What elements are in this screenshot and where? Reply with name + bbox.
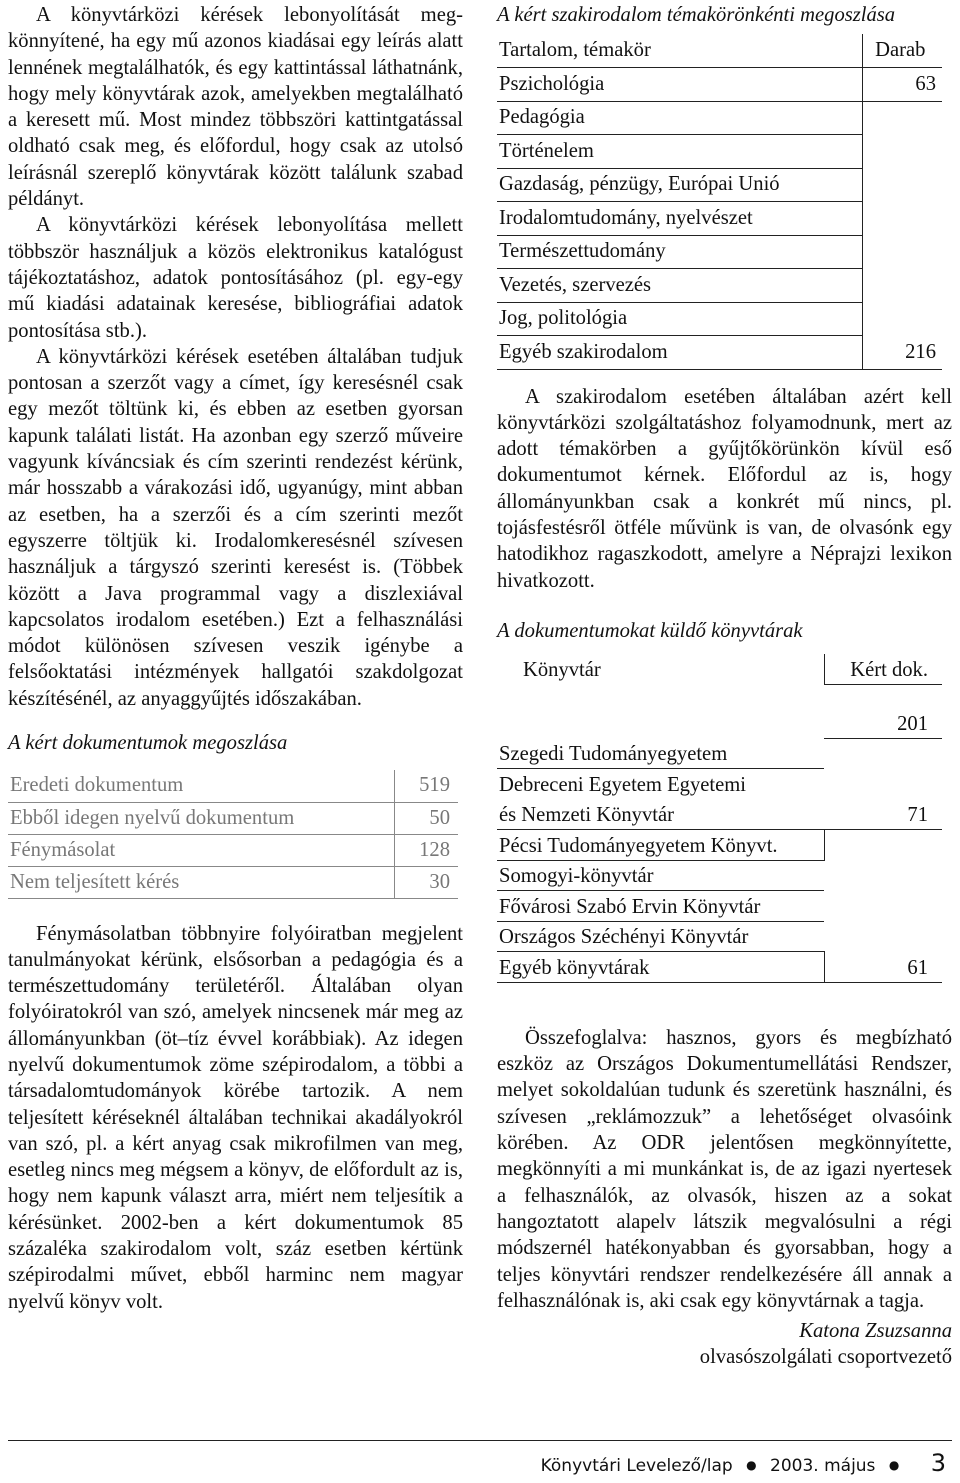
table-row [497, 799, 942, 830]
author-name: Katona Zsuzsanna [799, 1320, 952, 1343]
table-row [497, 269, 942, 303]
table-row [497, 684, 942, 738]
table-cell-label: Egyéb szakirodalom [497, 336, 862, 370]
table-header-row [497, 654, 942, 685]
table-cell-value [824, 769, 942, 800]
table-cell-label: Eredeti dokumentum [8, 770, 394, 802]
signature [497, 1318, 952, 1371]
table-cell-value: 50 [394, 802, 458, 834]
table-cell-value: 128 [394, 834, 458, 866]
table-cell-value [824, 921, 942, 952]
table-cell-label: Történelem [497, 135, 862, 169]
table-header-label: Könyvtár [523, 659, 601, 682]
body-paragraph: A könyvtárközi kérések esetében általában tudjuk pontosan a szerzőt vagy a címet, így keresésnél csak egy mezőt töltünk ki, és ebben az esetben gyorsan kapunk találati listát. Ha azonban egy szerző műveire vagyunk kíváncsiak és cím szerinti rendezést kérünk, már hosszabb a várakozási idő, ugyanúgy, mint abban az esetben, ha a szerzői és a cím szerinti mezőt egyszerre töltjük ki. Irodalomkeresésnél szívesen használjuk a tárgyszó szerinti keresést is. (Többek között a Java programmal vagy a diszlexiával kapcsolatos irodalom esetében.) Ezt a felhasználási módot különösen szívesen veszik igénybe a felsőoktatási intézmények hallgatói szakdolgozat készítésénél, az anyaggyűjtés időszakában. [8, 345, 463, 710]
table-cell-label: Szegedi Tudományegyetem [497, 738, 824, 769]
table-row [497, 952, 942, 983]
requested-documents-table [8, 770, 458, 899]
table-cell-label [497, 684, 824, 738]
table-cell-label: Gazdaság, pénzügy, Európai Unió [497, 168, 862, 202]
right-column [497, 2, 952, 1371]
table-cell-label: Természettudomány [497, 235, 862, 269]
topic-table [497, 34, 942, 370]
table-cell-value: 30 [394, 866, 458, 898]
table-cell-value [862, 202, 942, 236]
table-row [497, 135, 942, 169]
sending-libraries-table-title: A dokumentumokat küldő könyvtárak [497, 619, 803, 642]
table-cell-label: Debreceni Egyetem Egyetemi [499, 774, 747, 797]
sending-libraries-table [497, 654, 942, 983]
body-paragraph: A szakirodalom esetében általában azért kell könyvtárközi szolgáltatáshoz folyamodnunk, mert az adott témakörben a gyűjtőkörünkön kívül eső dokumentumot kérnek. Előfordul az is, hogy állományunkban csak a konkrét mű nincs, pl. tojásfestésről ötféle művünk is van, de olvasónk egy hatodikhoz ragaszkodott, amelyre a Néprajzi lexikon hivatkozott. [497, 385, 952, 592]
table-header-label: Tartalom, témakör [497, 34, 862, 68]
table-cell-label: Nem teljesített kérés [8, 866, 394, 898]
table-cell-label: Országos Széchényi Könyvtár [497, 921, 824, 952]
table-row [8, 866, 458, 898]
table-cell-value: 216 [862, 336, 942, 370]
table-row [497, 336, 942, 370]
issue-date: 2003. május [770, 1456, 876, 1476]
table-cell-value [862, 269, 942, 303]
table-cell-value: 71 [824, 799, 942, 830]
body-paragraph: A könyvtárközi kérések lebonyolítása mellett többször használjuk a közös elektronikus katalógust tájékoztatáshoz, adatok pontosításához (pl. egy-egy mű kiadási adatainak keresése, bibliográfiai adatok pontosítása stb.). [8, 214, 463, 342]
table-row [497, 738, 942, 769]
bullet-icon: ● [888, 1458, 900, 1472]
table-row [8, 834, 458, 866]
left-column [8, 2, 463, 1315]
table-cell-value [862, 135, 942, 169]
table-cell-value [824, 891, 942, 922]
table-cell-label: Ebből idegen nyelvű dokumentum [8, 802, 394, 834]
table-cell-value [862, 168, 942, 202]
table-header-value: Darab [862, 34, 942, 68]
table-cell-value [824, 830, 942, 861]
page-number: 3 [930, 1449, 946, 1477]
table-cell-label: Vezetés, szervezés [497, 269, 862, 303]
table-cell-label: Pécsi Tudományegyetem Könyvt. [497, 830, 824, 861]
page-footer [541, 1449, 946, 1477]
table-row [497, 891, 942, 922]
table-cell-label: és Nemzeti Könyvtár [497, 799, 824, 830]
author-role: olvasószolgálati csoportvezető [699, 1346, 952, 1369]
bullet-icon: ● [746, 1458, 757, 1472]
table-cell-value [862, 235, 942, 269]
table-row [497, 921, 942, 952]
table-row [497, 235, 942, 269]
table-row [497, 769, 942, 800]
table-cell-label: Fővárosi Szabó Ervin Könyvtár [497, 891, 824, 922]
table-cell-value [862, 101, 942, 135]
table-header-row [497, 34, 942, 68]
table-cell-label: Somogyi-könyvtár [497, 860, 824, 891]
table-row [497, 202, 942, 236]
table-row [497, 302, 942, 336]
body-paragraph: A könyvtárközi kérések lebonyolítását megkönnyítené, ha egy mű azonos kiadásai egy leírás alatt lennének megtalálhatók, és egy kattintással láthatnánk, hogy mely könyvtárak azok, amelyekben megtalálható a keresett mű. Most mindez többszöri kattintgatással oldható csak meg, és előfordul, hogy csak az utolsó leírásnál szereplő könyvtárak között találunk szabad példányt. [8, 4, 463, 211]
footer-divider [8, 1440, 952, 1441]
table-row [497, 101, 942, 135]
table-cell-label: Jog, politológia [497, 302, 862, 336]
table-cell-label: Egyéb könyvtárak [497, 952, 824, 983]
table-row [497, 68, 942, 102]
table-cell-label: Pszichológia [497, 68, 862, 102]
table-cell-value [824, 860, 942, 891]
table-cell-value: 61 [824, 952, 942, 983]
journal-name: Könyvtári Levelező/lap [540, 1456, 733, 1476]
requested-documents-table-title: A kért dokumentumok megoszlása [8, 732, 288, 755]
table-row [497, 830, 942, 861]
table-cell-value: 201 [824, 684, 942, 738]
topic-table-title: A kért szakirodalom témakörönkénti megoszlása [497, 4, 896, 26]
table-row [497, 860, 942, 891]
table-cell-value [862, 302, 942, 336]
table-cell-label: Irodalomtudomány, nyelvészet [497, 202, 862, 236]
table-row [8, 770, 458, 802]
table-row [8, 802, 458, 834]
table-cell-label: Fénymásolat [8, 834, 394, 866]
table-cell-value [824, 738, 942, 769]
table-cell-label: Pedagógia [497, 101, 862, 135]
table-row [497, 168, 942, 202]
table-cell-value: 63 [862, 68, 942, 102]
body-paragraph: Fénymásolatban többnyire folyóiratban megjelent tanulmányokat kérünk, elsősorban a pedagógia és a természettudomány területéről. Általában olyan folyóiratokról van szó, amelyek nincsenek már meg az állományunkban (öt–tíz évvel korábbiak). Az idegen nyelvű dokumentumok zöme szépirodalom, a többi a társadalomtudományok körébe tartozik. A nem teljesített kéréseknél általában technikai akadályokról van szó, pl. a kért anyag csak mikrofilmen van meg, esetleg nincs meg mégsem a könyv, de előfordult az is, hogy nem kapunk választ arra, miért nem teljesítik a kérésünket. 2002-ben a kért dokumentumok 85 százaléka szakirodalom volt, száz esetben kértünk szépirodalmi művet, ebből harminc nem magyar nyelvű könyv volt. [8, 922, 463, 1313]
table-cell-value: 519 [394, 770, 458, 802]
body-paragraph: Összefoglalva: hasznos, gyors és megbízható eszköz az Országos Dokumentumellátási Rendszer, melyet sokoldalúan tudunk és szeretünk használni, és szívesen „reklámozzuk” a lehetőséget olvasóink körében. Az ODR jelentősen megkönnyítette, megkönnyíti a mi munkánkat is, de az igazi nyertesek a felhasználók, az olvasók, hiszen az a sokat hangoztatott alapelv látszik megvalósulni a régi módszernél hatékonyabban és gyorsabban, hogy a teljes könyvtári rendszer rendelkezésére áll annak a felhasználónak is, aki csak egy könyvtárnak a tagja. [497, 1026, 952, 1312]
table-header-value: Kért dok. [824, 654, 942, 685]
